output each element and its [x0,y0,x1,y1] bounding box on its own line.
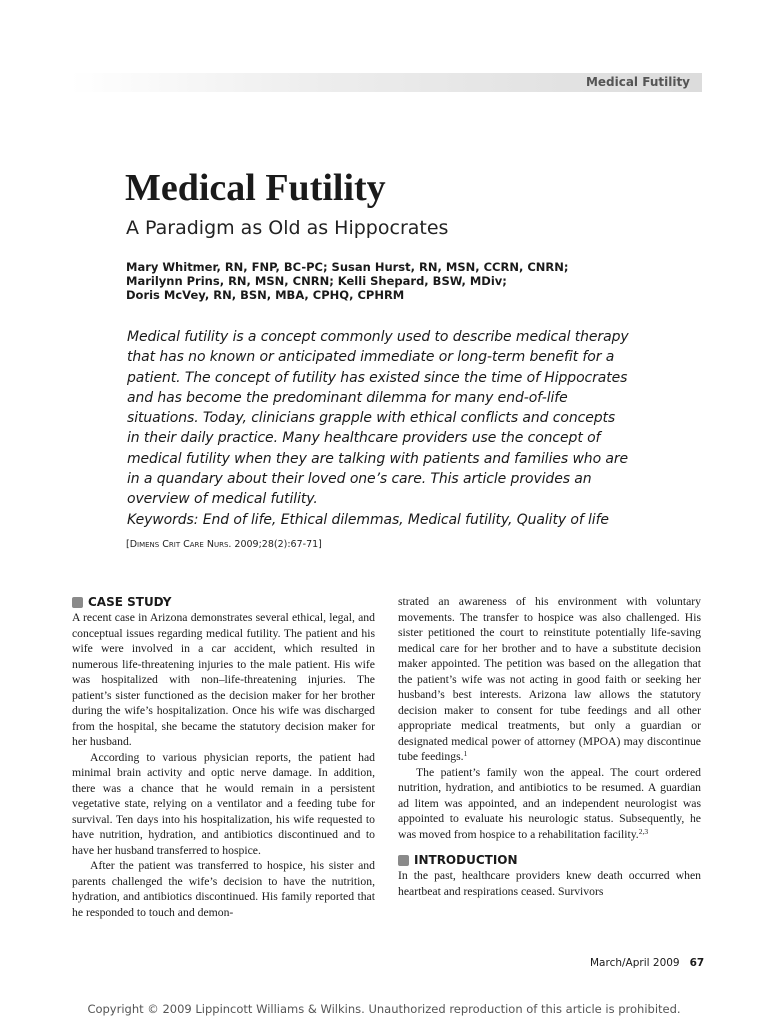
copyright-notice: Copyright © 2009 Lippincott Williams & Wilkins. Unauthorized reproduction of this article is prohibited. [87,1002,681,1016]
abstract-line: in a quandary about their loved one’s care. This article provides an [127,471,592,488]
page-number: 67 [689,957,705,969]
section-heading-label: CASE STUDY [88,595,172,609]
article-title: Medical Futility [125,167,386,209]
abstract-line: and has become the predominant dilemma for many end-of-life [127,389,568,406]
author-line: Marilynn Prins, RN, MSN, CNRN; Kelli Shepard, BSW, MDiv; [126,274,507,288]
left-column [72,594,375,920]
abstract-line: overview of medical futility. [127,491,318,508]
abstract-line: in their daily practice. Many healthcare providers use the concept of [127,430,601,447]
body-paragraph: After the patient was transferred to hospice, his sister and parents challenged the wife’s decision to have the nutrition, hydration, and antibiotics discontinued. His family reported that he responded to touch and demon- [72,859,375,919]
right-column [398,594,701,899]
body-paragraph [398,765,701,843]
body-text: The patient’s family won the appeal. The court ordered nutrition, hydration, and antibiotics to be resumed. A guardian ad litem was appointed, and an independent neurologist was appointed to evaluate his neurologic status. Subsequently, he was moved from hospice to a rehabilitation facility. [398,765,701,841]
abstract-line: medical futility when they are talking with patients and families who are [127,450,629,467]
citation-journal: Dimens Crit Care Nurs. [129,539,232,550]
running-header [70,73,702,92]
abstract-line: patient. The concept of futility has existed since the time of Hippocrates [127,369,628,386]
section-heading [72,594,375,610]
body-paragraph: According to various physician reports, the patient had minimal brain activity and optic nerve damage. In addition, there was a chance that he would remain in a persistent vegetative state, relying on a ventilator and a feeding tube for survival. Ten days into his hospitalization, his wife requested to have nutrition, hydration, and antibiotics discontinued and to have her husband transferred to hospice. [72,750,375,857]
abstract [127,327,629,530]
citation-open: [ [126,539,130,550]
abstract-line: that has no known or anticipated immediate or long-term benefit for a [127,349,615,366]
abstract-line: Medical futility is a concept commonly used to describe medical therapy [127,329,629,345]
body-paragraph: In the past, healthcare providers knew death occurred when heartbeat and respirations ceased. Survivors [398,869,701,898]
section-heading [398,852,701,868]
author-list [126,260,646,302]
section-heading-label: INTRODUCTION [414,853,518,867]
section-marker-icon [72,597,83,608]
author-line: Doris McVey, RN, BSN, MBA, CPHQ, CPHRM [126,288,405,302]
issue-date: March/April 2009 [590,957,680,969]
body-paragraph: A recent case in Arizona demonstrates several ethical, legal, and conceptual issues regarding medical futility. The patient and his wife were involved in a car accident, which resulted in numerous life-threatening injuries to the male patient. His wife was hospitalized with non–life-threatening injuries. The patient’s sister functioned as the decision maker for her brother during the wife’s hospitalization. Once his wife was discharged from the hospital, she became the statutory decision maker for her husband. [72,611,375,748]
body-paragraph [398,594,701,765]
article-subtitle: A Paradigm as Old as Hippocrates [126,217,449,239]
reference-superscript: 2,3 [638,826,649,836]
body-text: strated an awareness of his environment with voluntary movements. The transfer to hospice was also challenged. His sister petitioned the court to reinstitute potentially life-saving medical care for her brother and to have a substitute decision maker appointed. The petition was based on the allegation that the patient’s wife was not acting in good faith or seeking her husband’s best interests. Arizona law allows the statutory decision maker to consent for tube feedings and all other appropriate medical treatments, but only a guardian or designated medical power of attorney (MPOA) may discontinue tube feedings. [398,595,701,763]
author-line: Mary Whitmer, RN, FNP, BC-PC; Susan Hurst, RN, MSN, CCRN, CNRN; [126,260,569,274]
citation-details: 2009;28(2):67-71] [231,539,322,550]
page-footer [590,957,704,969]
running-header-title: Medical Futility [585,75,690,89]
section-marker-icon [398,855,409,866]
reference-superscript: 1 [463,749,468,758]
citation [126,539,322,550]
abstract-line: situations. Today, clinicians grapple with ethical conflicts and concepts [127,410,616,427]
keywords-line: Keywords: End of life, Ethical dilemmas, Medical futility, Quality of life [127,511,609,528]
